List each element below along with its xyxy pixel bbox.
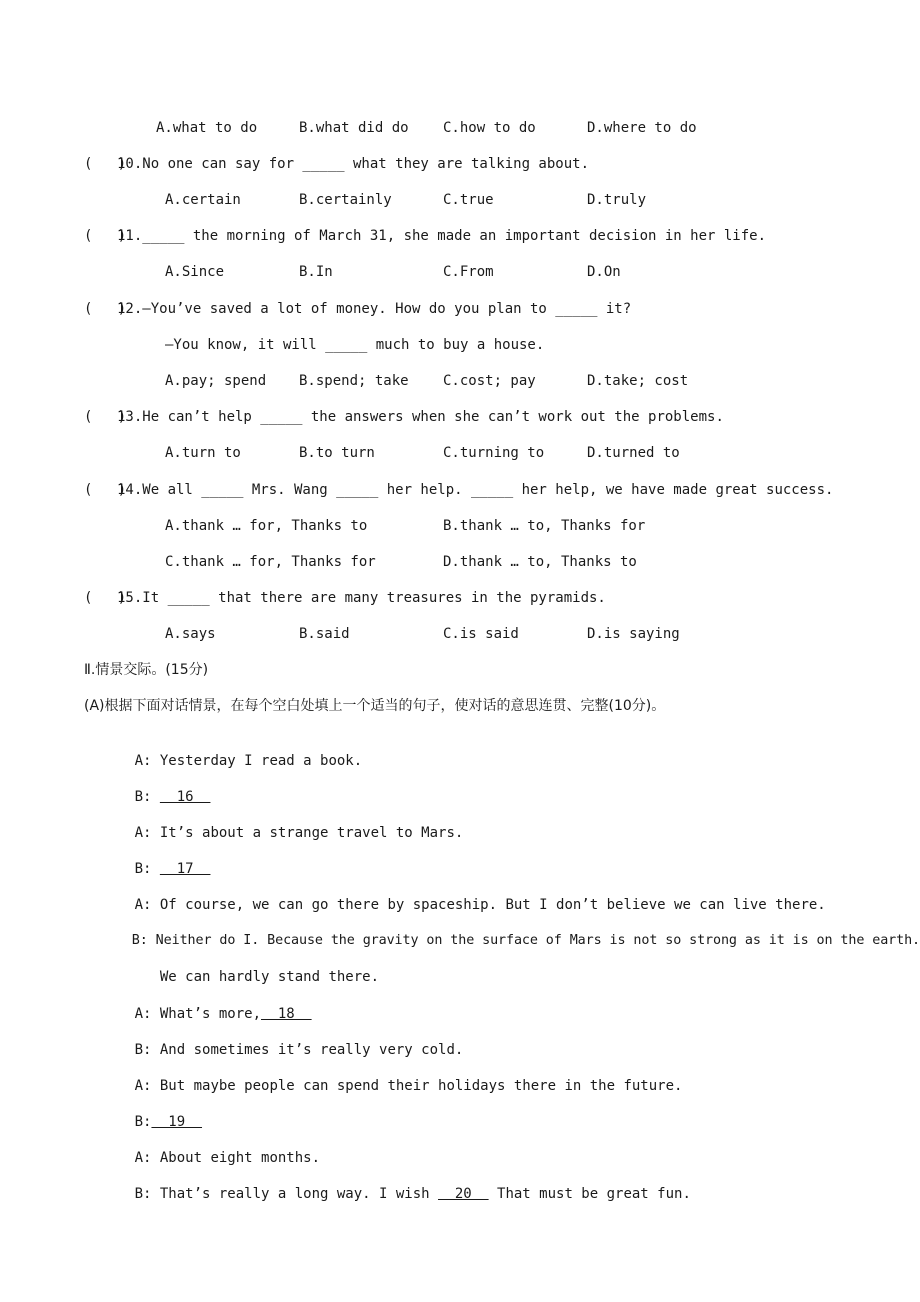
dialogue-text: And sometimes it’s really very cold. xyxy=(151,1042,464,1058)
option-c[interactable]: C.how to do xyxy=(443,120,536,136)
option-a[interactable]: A.turn to xyxy=(165,445,241,461)
answer-blank-19[interactable]: 19 xyxy=(151,1114,203,1130)
dialogue-line xyxy=(84,734,363,769)
speaker-label: A: xyxy=(134,753,152,769)
answer-blank-16[interactable]: 16 xyxy=(159,789,211,805)
dialogue-text xyxy=(151,861,159,877)
dialogue-text: It’s about a strange travel to Mars. xyxy=(151,825,464,841)
option-c[interactable]: C.thank … for, Thanks for xyxy=(165,554,376,570)
dialogue-line xyxy=(84,1059,683,1094)
dialogue-line xyxy=(84,914,920,948)
speaker-label: A: xyxy=(134,897,152,913)
option-b[interactable]: B.what did do xyxy=(299,120,409,136)
dialogue-text: What’s more, xyxy=(151,1006,262,1022)
speaker-label: B: xyxy=(134,789,152,805)
dialogue-line xyxy=(84,878,826,913)
question-stem: 15.It _____ that there are many treasures in the pyramids. xyxy=(117,590,606,606)
option-a[interactable]: A.says xyxy=(165,626,216,642)
option-d[interactable]: D.truly xyxy=(587,192,647,208)
option-a[interactable]: A.pay; spend xyxy=(165,373,267,389)
answer-bracket[interactable]: ( ) xyxy=(84,409,127,425)
option-d[interactable]: D.is saying xyxy=(587,626,680,642)
option-c[interactable]: C.cost; pay xyxy=(443,373,536,389)
speaker-label: B: xyxy=(134,861,152,877)
option-d[interactable]: D.thank … to, Thanks to xyxy=(443,554,637,570)
dialogue-text xyxy=(151,789,159,805)
question-stem: 13.He can’t help _____ the answers when she can’t work out the problems. xyxy=(117,409,724,425)
option-d[interactable]: D.turned to xyxy=(587,445,680,461)
option-c[interactable]: C.From xyxy=(443,264,494,280)
speaker-label: B: xyxy=(134,1042,152,1058)
speaker-label: B: xyxy=(134,1114,152,1130)
dialogue-line xyxy=(84,1023,464,1058)
answer-bracket[interactable]: ( ) xyxy=(84,482,127,498)
dialogue-line xyxy=(84,987,312,1022)
speaker-label: B: xyxy=(131,933,148,948)
question-stem: 12.—You’ve saved a lot of money. How do you plan to _____ it? xyxy=(117,301,632,317)
option-b[interactable]: B.to turn xyxy=(299,445,375,461)
option-d[interactable]: D.On xyxy=(587,264,621,280)
section-instructions: (A)根据下面对话情景，在每个空白处填上一个适当的句子，使对话的意思连贯、完整(10分)。 xyxy=(84,698,666,714)
option-c[interactable]: C.turning to xyxy=(443,445,545,461)
dialogue-text: Yesterday I read a book. xyxy=(151,753,363,769)
section-title: Ⅱ.情景交际。(15分) xyxy=(84,662,209,678)
dialogue-line xyxy=(84,1131,321,1166)
speaker-label: A: xyxy=(134,825,152,841)
dialogue-line-continuation xyxy=(84,950,380,985)
speaker-label: A: xyxy=(134,1150,152,1166)
option-b[interactable]: B.spend; take xyxy=(299,373,409,389)
question-stem: 14.We all _____ Mrs. Wang _____ her help. _____ her help, we have made great success. xyxy=(117,482,834,498)
answer-bracket[interactable]: ( ) xyxy=(84,228,127,244)
dialogue-text: Neither do I. Because the gravity on the surface of Mars is not so strong as it is on the earth. xyxy=(147,933,920,948)
dialogue-line xyxy=(84,842,211,877)
dialogue-line xyxy=(84,770,211,805)
dialogue-text: We can hardly stand there. xyxy=(134,969,380,985)
speaker-label: A: xyxy=(134,1078,152,1094)
dialogue-text-after: That must be great fun. xyxy=(488,1186,691,1202)
option-d[interactable]: D.where to do xyxy=(587,120,697,136)
option-b[interactable]: B.certainly xyxy=(299,192,392,208)
option-b[interactable]: B.thank … to, Thanks for xyxy=(443,518,646,534)
option-b[interactable]: B.said xyxy=(299,626,350,642)
dialogue-text: That’s really a long way. I wish xyxy=(151,1186,439,1202)
dialogue-text: About eight months. xyxy=(151,1150,321,1166)
speaker-label: B: xyxy=(134,1186,152,1202)
dialogue-line xyxy=(84,806,464,841)
option-a[interactable]: A.certain xyxy=(165,192,241,208)
option-a[interactable]: A.what to do xyxy=(156,120,258,136)
option-d[interactable]: D.take; cost xyxy=(587,373,689,389)
dialogue-text: But maybe people can spend their holidays there in the future. xyxy=(151,1078,683,1094)
speaker-label: A: xyxy=(134,1006,152,1022)
question-stem-reply: —You know, it will _____ much to buy a house. xyxy=(165,337,545,353)
answer-bracket[interactable]: ( ) xyxy=(84,590,127,606)
dialogue-line xyxy=(84,1167,691,1202)
option-a[interactable]: A.Since xyxy=(165,264,225,280)
answer-blank-17[interactable]: 17 xyxy=(159,861,211,877)
answer-bracket[interactable]: ( ) xyxy=(84,301,127,317)
answer-bracket[interactable]: ( ) xyxy=(84,156,127,172)
question-stem: 10.No one can say for _____ what they are talking about. xyxy=(117,156,590,172)
question-stem: 11._____ the morning of March 31, she made an important decision in her life. xyxy=(117,228,767,244)
dialogue-line xyxy=(84,1095,203,1130)
dialogue-text: Of course, we can go there by spaceship. But I don’t believe we can live there. xyxy=(151,897,826,913)
option-b[interactable]: B.In xyxy=(299,264,333,280)
answer-blank-18[interactable]: 18 xyxy=(261,1006,312,1022)
option-c[interactable]: C.true xyxy=(443,192,494,208)
answer-blank-20[interactable]: 20 xyxy=(438,1186,489,1202)
option-a[interactable]: A.thank … for, Thanks to xyxy=(165,518,368,534)
option-c[interactable]: C.is said xyxy=(443,626,519,642)
